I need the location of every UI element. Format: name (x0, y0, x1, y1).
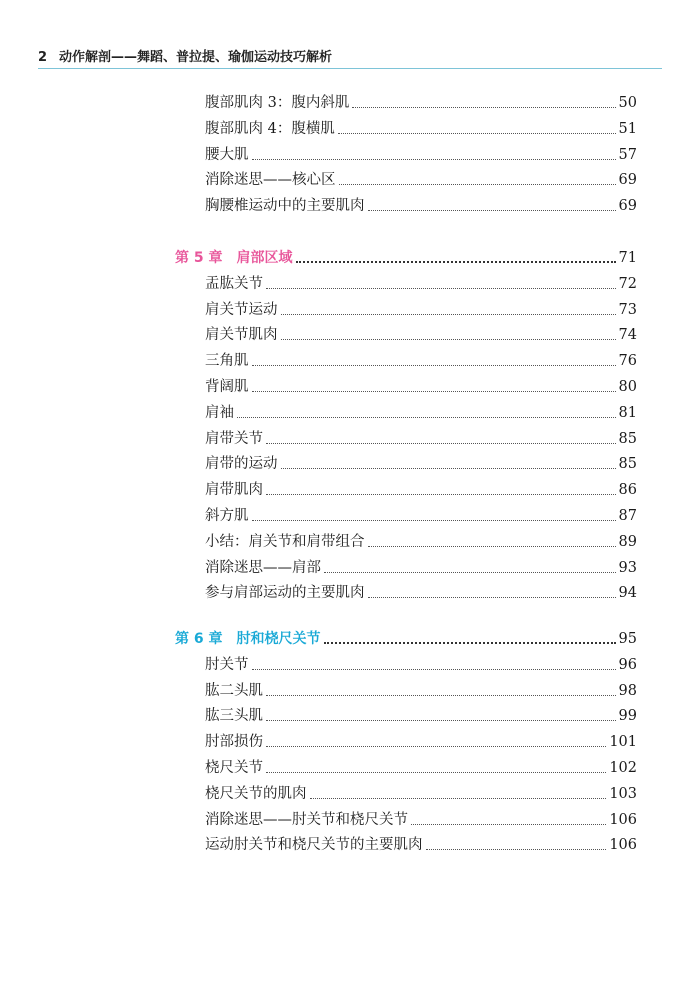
running-header (38, 46, 662, 69)
dot-leader (281, 314, 616, 315)
dot-leader (266, 695, 616, 696)
dot-leader (368, 597, 616, 598)
entry-title: 胸腰椎运动中的主要肌肉 (205, 198, 365, 215)
chapter-number: 第 5 章 (175, 250, 223, 266)
page-number: 76 (618, 353, 637, 370)
dot-leader (352, 107, 615, 108)
entry-title: 消除迷思——核心区 (205, 172, 336, 189)
entry-title: 肘关节 (205, 656, 249, 673)
entry-title: 背阔肌 (205, 379, 249, 395)
toc-entry[interactable] (205, 320, 637, 344)
dot-leader (266, 494, 616, 495)
dot-leader (281, 339, 616, 340)
toc-entry[interactable] (205, 475, 637, 499)
toc-entry[interactable] (205, 269, 637, 293)
entry-title: 桡尺关节 (205, 760, 263, 776)
page-number: 74 (618, 327, 637, 344)
dot-leader (266, 443, 616, 444)
page-number: 101 (609, 734, 637, 751)
entry-title: 消除迷思——肘关节和桡尺关节 (205, 811, 408, 828)
dot-leader (411, 824, 606, 825)
entry-title: 肘部损伤 (205, 734, 263, 751)
entry-title: 肱二头肌 (205, 682, 263, 699)
toc-entry[interactable] (205, 191, 637, 215)
dot-leader (281, 468, 616, 469)
entry-title: 肩关节肌肉 (205, 327, 278, 344)
entry-title: 肩带肌肉 (205, 482, 263, 499)
toc-entry[interactable] (205, 553, 637, 577)
chapter-heading (175, 630, 321, 648)
chapter-title: 肩部区域 (236, 250, 293, 266)
page-number: 50 (618, 95, 637, 111)
toc-entry[interactable] (205, 650, 637, 674)
page-number: 80 (618, 379, 637, 395)
entry-title: 肩关节运动 (205, 301, 278, 318)
toc-chapter-entry[interactable] (175, 243, 637, 267)
dot-leader (266, 746, 606, 747)
toc-entry[interactable] (205, 88, 637, 112)
toc-entry[interactable] (205, 753, 637, 777)
toc-entry[interactable] (205, 779, 637, 803)
toc-entry[interactable] (205, 398, 637, 422)
toc-chapter-entry[interactable] (175, 624, 637, 648)
header-book-title: 动作解剖——舞蹈、普拉提、瑜伽运动技巧解析 (59, 50, 333, 65)
entry-title: 腰大肌 (205, 146, 249, 163)
entry-title: 桡尺关节的肌肉 (205, 785, 307, 802)
toc-entry[interactable] (205, 527, 637, 551)
dot-leader (296, 261, 616, 263)
entry-title: 盂肱关节 (205, 275, 263, 292)
entry-title: 斜方肌 (205, 508, 249, 524)
entry-title: 小结：肩关节和肩带组合 (205, 533, 365, 550)
page-number: 71 (618, 250, 637, 266)
toc-entry[interactable] (205, 449, 637, 473)
dot-leader (324, 572, 616, 573)
toc-entry[interactable] (205, 727, 637, 751)
page-number: 103 (609, 785, 637, 802)
page-number: 93 (618, 559, 637, 576)
dot-leader (338, 133, 616, 134)
page-number: 99 (618, 708, 637, 725)
page-number: 86 (618, 482, 637, 499)
page-number: 94 (618, 585, 637, 602)
dot-leader (310, 798, 607, 799)
toc-entry[interactable] (205, 295, 637, 319)
toc-entry[interactable] (205, 140, 637, 164)
toc-entry[interactable] (205, 701, 637, 725)
page-number: 85 (618, 430, 637, 447)
chapter-number: 第 6 章 (175, 631, 223, 647)
dot-leader (252, 520, 616, 521)
page-number: 102 (609, 760, 637, 776)
page-number: 98 (618, 682, 637, 699)
entry-title: 肩袖 (205, 404, 234, 421)
page-number: 106 (609, 837, 637, 854)
page-number: 96 (618, 656, 637, 673)
dot-leader (252, 669, 616, 670)
toc-entry[interactable] (205, 501, 637, 525)
toc-entry[interactable] (205, 805, 637, 829)
dot-leader (368, 546, 616, 547)
page-number: 106 (609, 811, 637, 828)
toc-entry[interactable] (205, 372, 637, 396)
toc-entry[interactable] (205, 578, 637, 602)
entry-title: 肩带关节 (205, 430, 263, 447)
page-number: 72 (618, 275, 637, 292)
page-number: 51 (618, 120, 637, 137)
dot-leader (324, 642, 616, 644)
page-number: 73 (618, 301, 637, 318)
dot-leader (426, 849, 607, 850)
page-number: 57 (618, 146, 637, 163)
page-number: 69 (618, 198, 637, 215)
toc-entry[interactable] (205, 346, 637, 370)
entry-title: 肱三头肌 (205, 708, 263, 725)
entry-title: 运动肘关节和桡尺关节的主要肌肉 (205, 837, 423, 854)
toc-entry[interactable] (205, 424, 637, 448)
toc-entry[interactable] (205, 165, 637, 189)
page-number: 69 (618, 172, 637, 189)
toc-entry[interactable] (205, 830, 637, 854)
entry-title: 肩带的运动 (205, 456, 278, 473)
toc-entry[interactable] (205, 676, 637, 700)
dot-leader (252, 365, 616, 366)
entry-title: 三角肌 (205, 353, 249, 370)
chapter-title: 肘和桡尺关节 (236, 631, 321, 647)
entry-title: 腹部肌肉 4：腹横肌 (205, 120, 335, 137)
dot-leader (237, 417, 616, 418)
dot-leader (266, 720, 616, 721)
dot-leader (266, 288, 616, 289)
chapter-heading (175, 249, 293, 267)
toc-entry[interactable] (205, 114, 637, 138)
header-page-number: 2 (38, 50, 48, 65)
dot-leader (266, 772, 606, 773)
page-number: 85 (618, 456, 637, 473)
page-number: 89 (618, 533, 637, 550)
entry-title: 参与肩部运动的主要肌肉 (205, 585, 365, 602)
page-number: 81 (618, 404, 637, 421)
dot-leader (368, 210, 616, 211)
dot-leader (252, 159, 616, 160)
dot-leader (339, 184, 616, 185)
page-number: 87 (618, 508, 637, 524)
dot-leader (252, 391, 616, 392)
entry-title: 消除迷思——肩部 (205, 559, 321, 576)
page-number: 95 (618, 631, 637, 647)
entry-title: 腹部肌肉 3：腹内斜肌 (205, 95, 350, 111)
